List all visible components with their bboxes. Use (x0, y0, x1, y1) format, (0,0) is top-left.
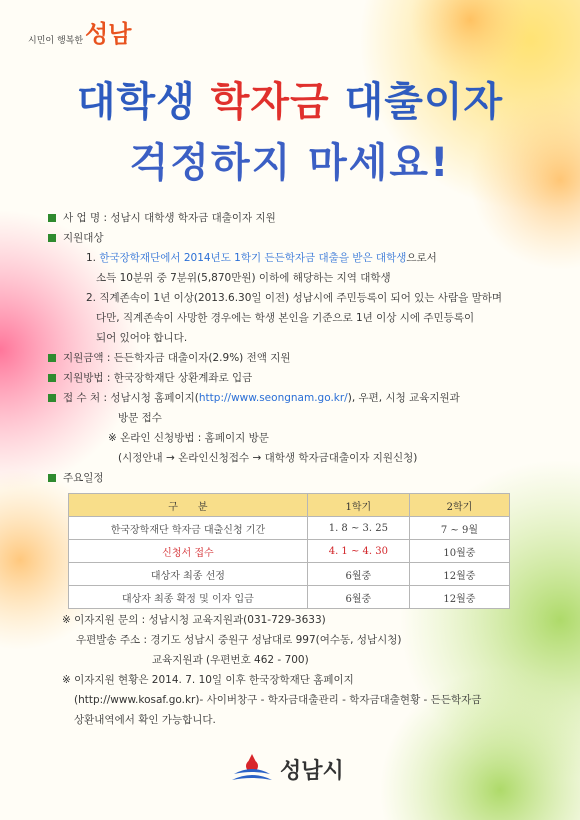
table-row (69, 586, 510, 609)
logo-name: 성남 (85, 19, 132, 48)
mail-address-line-1: 우편발송 주소 : 경기도 성남시 중원구 성남대로 997(여수동, 성남시청) (76, 634, 402, 646)
schedule-head-text: 주요일정 (63, 472, 104, 484)
amount-row (48, 348, 548, 368)
table-cell: 7 ~ 9월 (409, 517, 509, 540)
headline-part-a: 대학생 (76, 79, 211, 125)
table-cell: 6월중 (307, 586, 409, 609)
table-cell: 신청서 접수 (69, 540, 308, 563)
info-section (48, 208, 548, 488)
table-cell: 대상자 최종 선정 (69, 563, 308, 586)
method-row (48, 368, 548, 388)
target-1-rest: 으로서 (406, 252, 437, 264)
status-line-3: 상환내역에서 확인 가능합니다. (74, 714, 216, 726)
table-row (69, 563, 510, 586)
table-cell: 4. 1 ~ 4. 30 (307, 540, 409, 563)
target-head-row (48, 228, 548, 248)
table-cell: 10월중 (409, 540, 509, 563)
header-category: 구 분 (69, 494, 308, 517)
bullet-icon (48, 374, 56, 382)
table-cell: 1. 8 ~ 3. 25 (307, 517, 409, 540)
table-cell: 대상자 최종 확정 및 이자 입금 (69, 586, 308, 609)
target-1-line-2: 소득 10분위 중 7분위(5,870만원) 이하에 해당하는 지역 대학생 (96, 272, 391, 284)
table-cell: 12월중 (409, 586, 509, 609)
city-logo (28, 19, 132, 48)
apply-text-b: ), 우편, 시청 교육지원과 (347, 392, 460, 404)
notes-section (62, 610, 562, 730)
amount-text: 지원금액 : 든든학자금 대출이자(2.9%) 전액 지원 (63, 352, 291, 364)
target-1-line-1 (48, 248, 548, 268)
target-head-text: 지원대상 (63, 232, 104, 244)
bullet-icon (48, 354, 56, 362)
business-name-row (48, 208, 548, 228)
header-semester-2: 2학기 (409, 494, 509, 517)
inquiry-note: ※ 이자지원 문의 : 성남시청 교육지원과(031-729-3633) (62, 614, 326, 626)
schedule-head-row (48, 468, 548, 488)
logo-slogan: 시민이 행복한 (28, 36, 84, 46)
headline-part-b: 학자금 (210, 79, 345, 125)
headline-line-1 (0, 70, 580, 127)
schedule-table (68, 493, 510, 609)
headline-line-2: 걱정하지 마세요! (129, 140, 451, 186)
target-2-line-3: 되어 있어야 합니다. (96, 332, 188, 344)
table-cell: 6월중 (307, 563, 409, 586)
bullet-icon (48, 214, 56, 222)
method-text: 지원방법 : 한국장학재단 상환계좌로 입금 (63, 372, 253, 384)
online-path: (시정안내 → 온라인신청접수 → 대학생 학자금대출이자 지원신청) (118, 452, 418, 464)
mail-address-line-2: 교육지원과 (우편번호 462 - 700) (152, 654, 309, 666)
table-cell: 한국장학재단 학자금 대출신청 기간 (69, 517, 308, 540)
table-row (69, 540, 510, 563)
apply-line-2: 방문 접수 (118, 412, 162, 424)
headline-part-c: 대출이자 (344, 79, 504, 125)
target-1-number: 1. (86, 252, 100, 264)
bullet-icon (48, 394, 56, 402)
apply-text-a: 접 수 처 : 성남시청 홈페이지( (63, 392, 199, 404)
bullet-icon (48, 234, 56, 242)
target-2-line-2: 다만, 직계존속이 사망한 경우에는 학생 본인을 기준으로 1년 이상 시에 주민등록이 (96, 312, 475, 324)
footer-city-name: 성남시 (280, 758, 344, 784)
apply-url-link[interactable]: http://www.seongnam.go.kr/ (198, 392, 348, 404)
target-2-line-1: 2. 직계존속이 1년 이상(2013.6.30일 이전) 성남시에 주민등록이 되어 있는 사람을 말하며 (86, 292, 502, 304)
table-row (69, 517, 510, 540)
status-line-1: ※ 이자지원 현황은 2014. 7. 10일 이후 한국장학재단 홈페이지 (62, 674, 354, 686)
table-header-row (69, 494, 510, 517)
city-emblem-icon (230, 752, 274, 786)
header-semester-1: 1학기 (307, 494, 409, 517)
apply-row (48, 388, 548, 408)
online-note: ※ 온라인 신청방법 : 홈페이지 방문 (108, 432, 269, 444)
table-cell: 12월중 (409, 563, 509, 586)
business-name-text: 사 업 명 : 성남시 대학생 학자금 대출이자 지원 (63, 212, 276, 224)
status-line-2: (http://www.kosaf.go.kr)- 사이버창구 - 학자금대출관리 - 학자금대출현황 - 든든학자금 (74, 694, 482, 706)
target-1-highlight: 한국장학재단에서 2014년도 1학기 든든학자금 대출을 받은 대학생 (99, 252, 407, 264)
footer-logo (230, 752, 344, 786)
bullet-icon (48, 474, 56, 482)
